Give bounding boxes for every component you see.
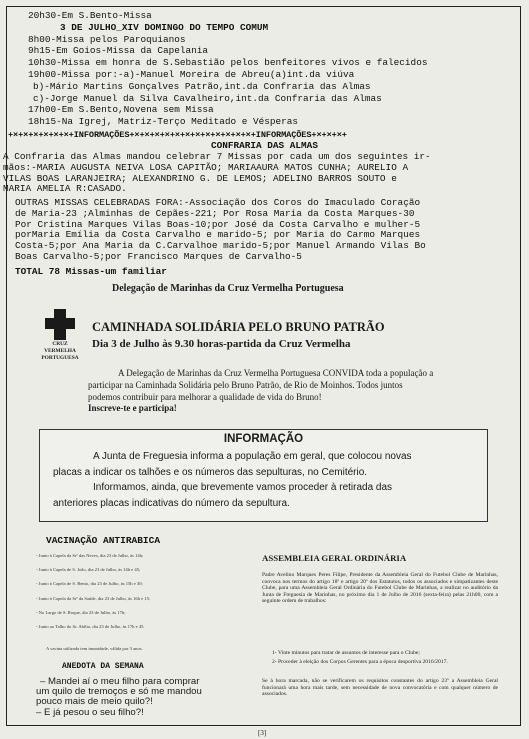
- anedota-line: pouco mais de meio quilo?!: [36, 696, 153, 708]
- vacinacao-item: - Junto ao Talho do Sr. Abílio, dia 23 de Julho, às 17h e 45.: [36, 624, 145, 629]
- confraria-line: mãos:-MARIA AUGUSTA NEIVA LOSA CAPITÃO; MARIAAURA MATOS CUNHA; AURELIO A: [3, 161, 409, 173]
- logo-line: VERMELHA: [44, 348, 76, 354]
- schedule-line: 9h15-Em Goios-Missa da Capelania: [28, 45, 209, 57]
- anedota-line: um quilo de tremoços e só me mandou: [36, 686, 202, 698]
- other-masses-line: Costa-5;por Ana Maria da C.Carvalhoe marido-5;por Manuel Armando Vilas Bo: [15, 240, 426, 252]
- caminhada-line: A Delegação de Marinhas da Cruz Vermelha Portuguesa CONVIDA toda a população a: [118, 368, 434, 378]
- vacinacao-item: - Junto à Capela da Srª das Neves, dia 23 de Julho, às 14h;: [36, 553, 144, 558]
- anedota-line: – E já pesou o seu filho?!: [36, 706, 144, 718]
- confraria-line: MARIA AMELIA R:CASADO.: [3, 183, 127, 195]
- anedota-title: ANEDOTA DA SEMANA: [62, 662, 144, 671]
- confraria-line: A Confraria das Almas mandou celebrar 7 Missas por cada um dos seguintes ir-: [3, 151, 431, 162]
- schedule-line: b)-Mário Martins Gonçalves Patrão,int.da Confraria das Almas: [33, 80, 371, 92]
- vacinacao-title: VACINAÇÃO ANTIRABICA: [46, 535, 161, 546]
- cruz-header: Delegação de Marinhas da Cruz Vermelha Portuguesa: [112, 283, 344, 294]
- info-banner: +×+×+×+×+×+×+INFORMAÇÕES+×+×+×+×+×+×+×+×+×+×+×+×+INFORMAÇÕES+×+×+×+: [8, 130, 347, 140]
- schedule-line: 17h00-Em S.Bento,Novena sem Missa: [28, 104, 214, 116]
- assembleia-item: 2- Proceder à eleição dos Corpos Gerentes para a época desportiva 2016/2017.: [272, 658, 448, 665]
- vacinacao-item: - Junto à Capela de S. João, dia 23 de Julho, às 14h e 45;: [36, 567, 141, 573]
- schedule-line: c)-Jorge Manuel da Silva Cavalheiro,int.da Confraria das Almas: [33, 92, 382, 104]
- anedota-line: – Mandei aí o meu filho para comprar: [40, 676, 200, 687]
- page-number: [3]: [258, 729, 267, 737]
- schedule-line: 3 DE JULHO_XIV DOMINGO DO TEMPO COMUM: [60, 21, 269, 33]
- other-masses-line: de Maria-23 ;Alminhas de Cepães-221; Por Rosa Maria da Costa Marques-30: [15, 207, 415, 219]
- other-masses-line: Por Cristina Marques Vilas Boas-10;por José da Costa Carvalho e mulher-5: [15, 218, 421, 230]
- informacao-title: INFORMAÇÃO: [223, 433, 304, 445]
- caminhada-line: participar na Caminhada Solidária pelo Bruno Patrão, de Rio de Moinhos. Todos juntos: [88, 379, 403, 390]
- vacinacao-note: A vacina utilizada tem imunidade, válida por 3 anos.: [46, 646, 143, 651]
- informacao-line: A Junta de Freguesia informa a população em geral, que colocou novas: [93, 451, 412, 462]
- informacao-line: anteriores placas indicativas do número da sepultura.: [53, 497, 290, 509]
- schedule-line: 8h00-Missa pelos Paroquianos: [28, 33, 186, 45]
- total-masses: TOTAL 78 Missas-um familiar: [15, 266, 167, 277]
- schedule-line: 18h15-Na Igrej, Matriz-Terço Meditado e Vésperas: [28, 116, 299, 128]
- caminhada-line: podemos contribuir para melhorar a qualidade de vida do Bruno!: [88, 391, 322, 402]
- assembleia-item: 1- Vinte minutos para tratar de assuntos de interesse para o Clube;: [272, 650, 420, 656]
- assembleia-body: Padre Avelino Marques Peres Filipe, Presidente da Assembleia Geral do Futebol Clube de Marinhas, convoca nos termos do artigo 18º e artigo 20º dos Estatutos, todos os associados e simpatizantes deste Clube, para uma Assembleia Geral Ordinária do Futebol Clube de Marinhas, a realizar no auditório da Junta de Freguesia de Marinhas, no próximo dia 1 de Julho de 2016 (sexta-feira) pelas 21h00, com a seguinte ordem de trabalhos:: [262, 572, 498, 605]
- confraria-title: CONFRARIA DAS ALMAS: [211, 140, 318, 151]
- vacinacao-item: - Junto à Capela de S. Bento, dia 23 de Julho, às 15h e 30;: [36, 581, 143, 587]
- vacinacao-item: - No Largo de S. Roque, dia 23 de Julho, às 17h;: [36, 609, 126, 615]
- other-masses-line: Boas Carvalho-5;por Francisco Marques de Carvalho-5: [15, 251, 302, 262]
- schedule-line: 10h30-Missa em honra de S.Sebastião pelos benfeitores vivos e falecidos: [28, 57, 428, 69]
- caminhada-subtitle: Dia 3 de Julho às 9.30 horas-partida da Cruz Vermelha: [92, 338, 351, 350]
- caminhada-line: Inscreve-te e participa!: [88, 403, 177, 414]
- confraria-line: VILAS BOAS LARANJEIRA; ALEXANDRINO G. DE LEMOS; ADELINO BARROS SOUTO e: [3, 172, 397, 184]
- schedule-line: 20h30-Em S.Bento-Missa: [28, 10, 152, 21]
- assembleia-closing: Se à hora marcada, não se verificarem os requisitos constantes do artigo 23º a Assembleia Geral funcionará uma hora mais tarde, sem necessidade de nova convocatória e com qualquer número de associados.: [262, 678, 498, 698]
- logo-line: CRUZ: [52, 341, 68, 347]
- schedule-line: 19h00-Missa por:-a)-Manuel Moreira de Abreu(a)int.da viúva: [28, 69, 355, 80]
- caminhada-title: CAMINHADA SOLIDÁRIA PELO BRUNO PATRÃO: [92, 320, 385, 334]
- vacinacao-item: - Junto à Capela da Srª da Saúde, dia 23 de Julho, às 16h e 15;: [36, 595, 151, 601]
- informacao-line: placas a indicar os talhões e os números das sepulturas, no Cemitério.: [53, 466, 368, 478]
- other-masses-line: porMaria Emília da Costa Carvalho e marido-5; por Maria do Carmo Marques: [15, 229, 421, 241]
- logo-line: PORTUGUESA: [41, 355, 79, 361]
- assembleia-title: ASSEMBLEIA GERAL ORDINÁRIA: [262, 553, 407, 563]
- other-masses-line: OUTRAS MISSAS CELEBRADAS FORA:-Associação dos Coros do Imaculado Coração: [15, 197, 421, 208]
- informacao-line: Informamos, ainda, que brevemente vamos proceder à retirada das: [93, 482, 393, 493]
